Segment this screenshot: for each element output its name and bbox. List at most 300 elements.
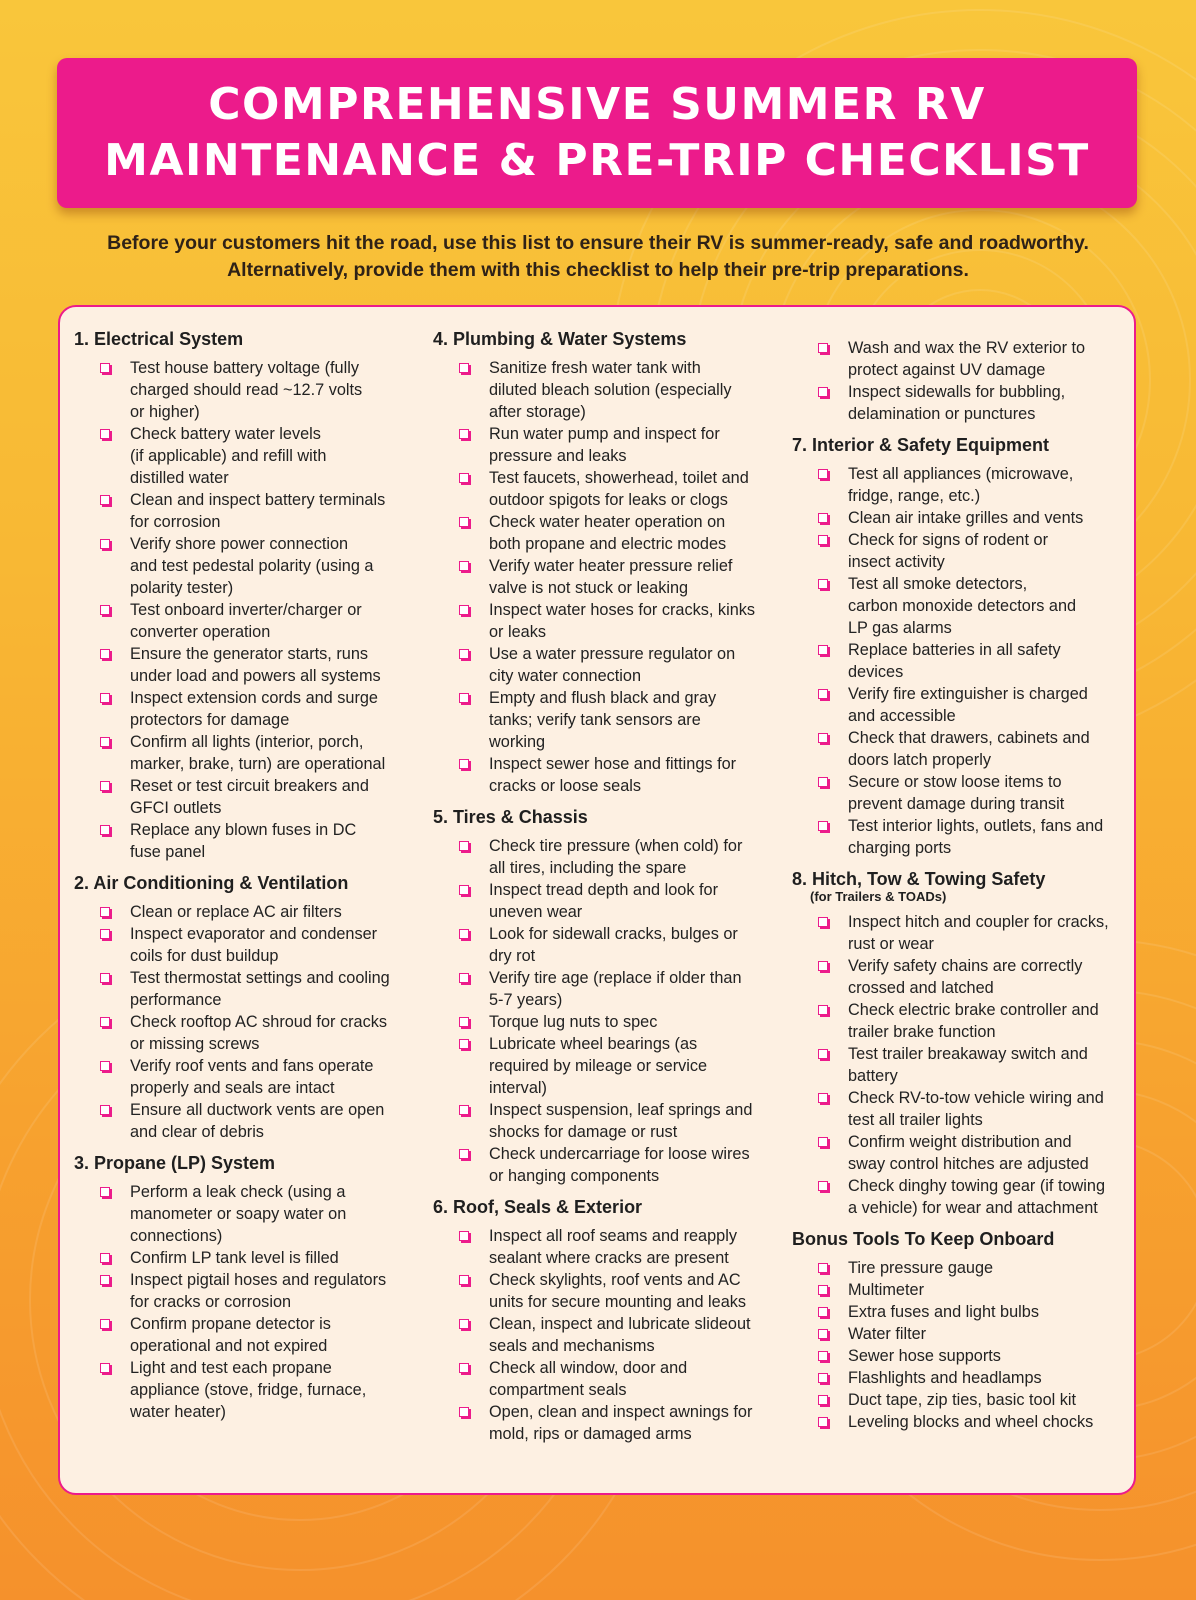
checkbox-icon[interactable] [459,885,469,895]
checklist-item-text: under load and powers all systems [130,667,381,685]
checkbox-icon[interactable] [818,535,828,545]
checklist-item-text: uneven wear [489,903,583,921]
checklist-item-text: shocks for damage or rust [489,1123,678,1141]
checkbox-icon[interactable] [100,1061,110,1071]
checklist-item [433,1225,773,1269]
checklist-item-text: Test interior lights, outlets, fans and [848,817,1104,835]
section-heading: 1. Electrical System [74,329,244,349]
checklist-item-text: Leveling blocks and wheel chocks [848,1413,1094,1431]
section-heading: Bonus Tools To Keep Onboard [792,1229,1055,1249]
checklist-item-text: Verify roof vents and fans operate [130,1057,374,1075]
title-banner [57,58,1137,208]
checkbox-icon[interactable] [100,907,110,917]
section-air-conditioning [74,871,414,1143]
checklist-item-text: Inspect pigtail hoses and regulators [130,1271,387,1289]
checklist-item-text: Test all smoke detectors, [848,575,1028,593]
checklist-item-text: Verify tire age (replace if older than [489,969,742,987]
checklist-item [792,999,1127,1043]
checklist-item-text: Inspect hitch and coupler for cracks, [848,913,1109,931]
checklist-item-text: Check for signs of rodent or [848,531,1048,549]
checklist-item-text: Run water pump and inspect for [489,425,720,443]
checklist-item [433,687,773,753]
checklist-item-text: Check dinghy towing gear (if towing [848,1177,1106,1195]
section-hitch [792,867,1127,1219]
checklist-item-text: Flashlights and headlamps [848,1369,1042,1387]
checkbox-icon[interactable] [100,737,110,747]
checklist-item-text: insect activity [848,553,945,571]
checkbox-icon[interactable] [100,1017,110,1027]
checkbox-icon[interactable] [459,759,469,769]
checklist-item [74,1011,414,1055]
checklist-item-text: Test faucets, showerhead, toilet and [489,469,749,487]
checklist-item-text: distilled water [130,469,229,487]
checklist-item-text: Water filter [848,1325,927,1343]
checklist-item-text: marker, brake, turn) are operational [130,755,386,773]
checklist-item-text: Sanitize fresh water tank with [489,359,701,377]
checklist-item-text: Replace any blown fuses in DC [130,821,357,839]
checklist [74,901,414,1143]
section-roof-continued [792,337,1127,425]
section-tires [433,805,773,1187]
checkbox-icon[interactable] [459,1275,469,1285]
checkbox-icon[interactable] [818,1373,828,1383]
checkbox-icon[interactable] [818,1285,828,1295]
checklist-item-text: Light and test each propane [130,1359,332,1377]
column-2 [433,321,773,1453]
checklist-item-text: Check undercarriage for loose wires [489,1145,750,1163]
checklist-item-text: Test thermostat settings and cooling [130,969,390,987]
checkbox-icon[interactable] [459,429,469,439]
checklist-item [433,555,773,599]
checklist-item-text: Test trailer breakaway switch and [848,1045,1088,1063]
checklist-item [792,1087,1127,1131]
checklist-item-text: Duct tape, zip ties, basic tool kit [848,1391,1077,1409]
checklist-item [74,1055,414,1099]
checklist-item-text: and test pedestal polarity (using a [130,557,374,575]
checklist-item [792,727,1127,771]
checkbox-icon[interactable] [459,1319,469,1329]
checklist-item-text: Inspect suspension, leaf springs and [489,1101,753,1119]
checklist-item-text: doors latch properly [848,751,991,769]
checklist-item-text: Inspect sewer hose and fittings for [489,755,737,773]
checkbox-icon[interactable] [459,1105,469,1115]
checklist-item [433,511,773,555]
checklist-item-text: and clear of debris [130,1123,264,1141]
checklist-item-text: Tire pressure gauge [848,1259,994,1277]
checklist-item-text: Check rooftop AC shroud for cracks [130,1013,387,1031]
checkbox-icon[interactable] [100,825,110,835]
checklist-item-text: Check skylights, roof vents and AC [489,1271,741,1289]
checklist-item-text: Extra fuses and light bulbs [848,1303,1039,1321]
checklist-item [433,1033,773,1099]
checklist-item [74,1269,414,1313]
section-heading: 8. Hitch, Tow & Towing Safety [792,869,1046,889]
section-subheading: (for Trailers & TOADs) [810,889,947,904]
checklist-item [74,819,414,863]
checklist-item-text: and accessible [848,707,956,725]
checklist-item-text: Confirm propane detector is [130,1315,331,1333]
section-plumbing [433,327,773,797]
checklist-item [74,643,414,687]
checklist-item [792,1131,1127,1175]
checkbox-icon[interactable] [459,1149,469,1159]
checkbox-icon[interactable] [459,693,469,703]
checklist-item-text: Look for sidewall cracks, bulges or [489,925,738,943]
section-roof [433,1195,773,1445]
checkbox-icon[interactable] [100,1319,110,1329]
checklist-item [433,835,773,879]
checklist-item [74,489,414,533]
checklist-item [74,923,414,967]
checkbox-icon[interactable] [818,343,828,353]
checkbox-icon[interactable] [818,579,828,589]
checkbox-icon[interactable] [818,1351,828,1361]
checkbox-icon[interactable] [818,1263,828,1273]
checklist-item-text: after storage) [489,403,586,421]
checklist-item [74,1313,414,1357]
checklist-item-text: Perform a leak check (using a [130,1183,346,1201]
checklist-item-text: operational and not expired [130,1337,328,1355]
checkbox-icon[interactable] [818,1395,828,1405]
checklist-item [792,1411,1127,1433]
checkbox-icon[interactable] [100,929,110,939]
checklist-item-text: Ensure the generator starts, runs [130,645,369,663]
checkbox-icon[interactable] [459,973,469,983]
checklist-panel [58,305,1136,1495]
checklist-item-text: LP gas alarms [848,619,952,637]
checklist-item [792,573,1127,639]
checkbox-icon[interactable] [100,781,110,791]
checklist-item-text: Use a water pressure regulator on [489,645,736,663]
checklist-item-text: Inspect all roof seams and reapply [489,1227,737,1245]
checklist-item-text: compartment seals [489,1381,627,1399]
checklist-item [74,1357,414,1423]
checklist-item-text: fuse panel [130,843,206,861]
checklist-item-text: carbon monoxide detectors and [848,597,1077,615]
checklist-item [433,1401,773,1445]
title-line-1: COMPREHENSIVE SUMMER RV [208,79,986,130]
section-heading: 4. Plumbing & Water Systems [433,329,687,349]
checklist-item-text: all tires, including the spare [489,859,687,877]
checklist-item-text: charging ports [848,839,952,857]
checklist-item-text: performance [130,991,222,1009]
checkbox-icon[interactable] [818,469,828,479]
checklist-item [433,1143,773,1187]
checkbox-icon[interactable] [818,1307,828,1317]
checklist-item-text: outdoor spigots for leaks or clogs [489,491,728,509]
checklist-item-text: tanks; verify tank sensors are [489,711,701,729]
checklist-item-text: devices [848,663,904,681]
column-1 [74,321,414,1431]
checklist-item-text: city water connection [489,667,642,685]
checklist-item-text: cracks or loose seals [489,777,642,795]
column-3 [792,321,1127,1441]
checklist-item-text: units for secure mounting and leaks [489,1293,747,1311]
checkbox-icon[interactable] [459,517,469,527]
checklist-item-text: battery [848,1067,898,1085]
checkbox-icon[interactable] [459,473,469,483]
checkbox-icon[interactable] [100,363,110,373]
checklist-item [792,815,1127,859]
checkbox-icon[interactable] [459,1407,469,1417]
checklist-item-text: or leaks [489,623,547,641]
checklist-item [433,1011,773,1033]
checklist-item [433,1357,773,1401]
checklist-item-text: Lubricate wheel bearings (as [489,1035,698,1053]
checkbox-icon[interactable] [818,917,828,927]
checkbox-icon[interactable] [100,693,110,703]
checkbox-icon[interactable] [459,841,469,851]
checklist-item-text: Verify shore power connection [130,535,349,553]
checkbox-icon[interactable] [100,605,110,615]
checklist-item-text: properly and seals are intact [130,1079,335,1097]
checkbox-icon[interactable] [100,1275,110,1285]
checklist-item-text: connections) [130,1227,223,1245]
checklist-item-text: Confirm weight distribution and [848,1133,1072,1151]
checkbox-icon[interactable] [818,387,828,397]
checklist-item-text: fridge, range, etc.) [848,487,981,505]
checklist-item [433,599,773,643]
checklist-item-text: Confirm all lights (interior, porch, [130,733,364,751]
checklist-item-text: Check tire pressure (when cold) for [489,837,743,855]
checkbox-icon[interactable] [459,649,469,659]
checklist-item-text: or higher) [130,403,200,421]
checklist-item-text: Check all window, door and [489,1359,688,1377]
checklist-item [792,529,1127,573]
checklist-item [74,967,414,1011]
checklist-item [433,467,773,511]
checkbox-icon[interactable] [818,961,828,971]
checklist-item [74,687,414,731]
checkbox-icon[interactable] [100,1105,110,1115]
checklist-item [792,1279,1127,1301]
checklist-item [792,1367,1127,1389]
checkbox-icon[interactable] [818,1417,828,1427]
checklist-item-text: Test house battery voltage (fully [130,359,359,377]
checklist [74,357,414,863]
checklist-item [792,1043,1127,1087]
checkbox-icon[interactable] [818,777,828,787]
checklist-item-text: charged should read ~12.7 volts [130,381,363,399]
checkbox-icon[interactable] [818,821,828,831]
checklist-item [792,1345,1127,1367]
checklist-item-text: dry rot [489,947,536,965]
checklist-item-text: Open, clean and inspect awnings for [489,1403,753,1421]
checklist-item-text: Wash and wax the RV exterior to [848,339,1086,357]
checkbox-icon[interactable] [818,645,828,655]
checklist-item-text: protect against UV damage [848,361,1046,379]
checkbox-icon[interactable] [100,495,110,505]
checklist [792,337,1127,425]
checklist-item-text: mold, rips or damaged arms [489,1425,692,1443]
checklist-item-text: Inspect extension cords and surge [130,689,378,707]
checkbox-icon[interactable] [100,649,110,659]
checklist-item-text: Secure or stow loose items to [848,773,1062,791]
checkbox-icon[interactable] [100,1253,110,1263]
section-heading: 5. Tires & Chassis [433,807,588,827]
checklist-item-text: water heater) [130,1403,226,1421]
checklist-item-text: Check electric brake controller and [848,1001,1099,1019]
checkbox-icon[interactable] [459,1363,469,1373]
checklist-item-text: Test onboard inverter/charger or [130,601,362,619]
checklist-item-text: both propane and electric modes [489,535,727,553]
checklist-item [792,1389,1127,1411]
checkbox-icon[interactable] [100,973,110,983]
checklist-item-text: Empty and flush black and gray [489,689,717,707]
checklist-item-text: protectors for damage [130,711,290,729]
checkbox-icon[interactable] [459,605,469,615]
checklist-item-text: Check battery water levels [130,425,321,443]
section-heading: 6. Roof, Seals & Exterior [433,1197,643,1217]
checklist-item-text: Check that drawers, cabinets and [848,729,1090,747]
checklist-item [792,1257,1127,1279]
checklist-item-text: Clean or replace AC air filters [130,903,342,921]
checklist [433,1225,773,1445]
checkbox-icon[interactable] [818,1093,828,1103]
checklist-item [433,967,773,1011]
checklist-item-text: Verify water heater pressure relief [489,557,733,575]
checklist-item-text: prevent damage during transit [848,795,1065,813]
checklist-item-text: appliance (stove, fridge, furnace, [130,1381,367,1399]
checkbox-icon[interactable] [100,539,110,549]
section-bonus-tools [792,1227,1127,1433]
checklist-item [433,423,773,467]
intro-text [40,230,1156,284]
section-electrical [74,327,414,863]
checklist-item-text: Verify fire extinguisher is charged [848,685,1088,703]
checklist-item-text: Inspect tread depth and look for [489,881,718,899]
checkbox-icon[interactable] [459,1231,469,1241]
checklist-item-text: Torque lug nuts to spec [489,1013,658,1031]
checklist-item-text: for corrosion [130,513,221,531]
checklist-item [792,683,1127,727]
checklist-item [433,1099,773,1143]
checklist-item [74,533,414,599]
checklist-item [792,911,1127,955]
checklist-item-text: working [489,733,546,751]
checklist-item-text: Inspect sidewalls for bubbling, [848,383,1066,401]
checklist-item-text: Sewer hose supports [848,1347,1001,1365]
intro-line-2: Alternatively, provide them with this checklist to help their pre-trip preparations. [227,259,969,281]
checklist-item-text: Check water heater operation on [489,513,726,531]
checkbox-icon[interactable] [459,561,469,571]
checkbox-icon[interactable] [818,513,828,523]
checklist-item-text: Multimeter [848,1281,924,1299]
checklist-item-text: Replace batteries in all safety [848,641,1061,659]
checklist-item [74,901,414,923]
checklist-item-text: Clean and inspect battery terminals [130,491,386,509]
checklist-item-text: sway control hitches are adjusted [848,1155,1089,1173]
checklist-item-text: converter operation [130,623,271,641]
checklist-item [74,599,414,643]
checklist [433,357,773,797]
checkbox-icon[interactable] [818,1137,828,1147]
checklist-item [792,771,1127,815]
checklist-item [792,1301,1127,1323]
section-heading: 7. Interior & Safety Equipment [792,435,1050,455]
checklist-item [74,1099,414,1143]
checklist-item-text: or hanging components [489,1167,660,1185]
checklist-item [433,357,773,423]
checklist-item-text: Reset or test circuit breakers and [130,777,369,795]
checklist-item-text: polarity tester) [130,579,234,597]
checklist-item [792,463,1127,507]
checkbox-icon[interactable] [818,1181,828,1191]
checklist-item-text: crossed and latched [848,979,994,997]
checkbox-icon[interactable] [100,1363,110,1373]
checkbox-icon[interactable] [459,363,469,373]
checklist-item [433,643,773,687]
checklist-item [433,923,773,967]
checklist-item-text: trailer brake function [848,1023,996,1041]
checkbox-icon[interactable] [459,1039,469,1049]
checklist-item-text: Ensure all ductwork vents are open [130,1101,385,1119]
checklist [792,1257,1127,1433]
checklist-item-text: test all trailer lights [848,1111,983,1129]
checklist-item [433,753,773,797]
checklist-item-text: pressure and leaks [489,447,627,465]
checklist-item-text: a vehicle) for wear and attachment [848,1199,1098,1217]
checklist-item [792,381,1127,425]
checklist-item-text: Confirm LP tank level is filled [130,1249,339,1267]
checklist-item-text: 5-7 years) [489,991,563,1009]
checklist-item-text: delamination or punctures [848,405,1036,423]
checkbox-icon[interactable] [818,689,828,699]
checklist-item [792,337,1127,381]
checklist-item-text: Clean, inspect and lubricate slideout [489,1315,751,1333]
checkbox-icon[interactable] [818,733,828,743]
checklist-item-text: manometer or soapy water on [130,1205,347,1223]
checklist-item-text: Check RV-to-tow vehicle wiring and [848,1089,1104,1107]
checklist-item [792,1323,1127,1345]
checklist-item-text: for cracks or corrosion [130,1293,292,1311]
checklist-item-text: GFCI outlets [130,799,222,817]
checklist-item [74,357,414,423]
checklist-item [792,507,1127,529]
checklist-item-text: (if applicable) and refill with [130,447,327,465]
checklist-item [74,1181,414,1247]
checklist-item-text: Inspect water hoses for cracks, kinks [489,601,756,619]
checklist-item [433,1269,773,1313]
checklist-item-text: valve is not stuck or leaking [489,579,689,597]
checklist [792,463,1127,859]
checklist [792,911,1127,1219]
checklist [433,835,773,1187]
section-interior [792,433,1127,859]
checklist-item-text: sealant where cracks are present [489,1249,729,1267]
checkbox-icon[interactable] [459,1017,469,1027]
checklist-item-text: diluted bleach solution (especially [489,381,732,399]
checkbox-icon[interactable] [100,429,110,439]
checklist-item [74,1247,414,1269]
section-propane [74,1151,414,1423]
checklist-item [74,775,414,819]
section-heading: 3. Propane (LP) System [74,1153,276,1173]
checkbox-icon[interactable] [818,1005,828,1015]
checkbox-icon[interactable] [459,929,469,939]
checklist-item-text: Clean air intake grilles and vents [848,509,1084,527]
checklist-item [74,731,414,775]
checkbox-icon[interactable] [818,1049,828,1059]
checklist-item-text: or missing screws [130,1035,260,1053]
checklist [74,1181,414,1423]
checkbox-icon[interactable] [100,1187,110,1197]
checklist-item [792,1175,1127,1219]
checklist-item-text: rust or wear [848,935,934,953]
checkbox-icon[interactable] [818,1329,828,1339]
checklist-item-text: required by mileage or service [489,1057,708,1075]
checklist-item-text: Inspect evaporator and condenser [130,925,378,943]
